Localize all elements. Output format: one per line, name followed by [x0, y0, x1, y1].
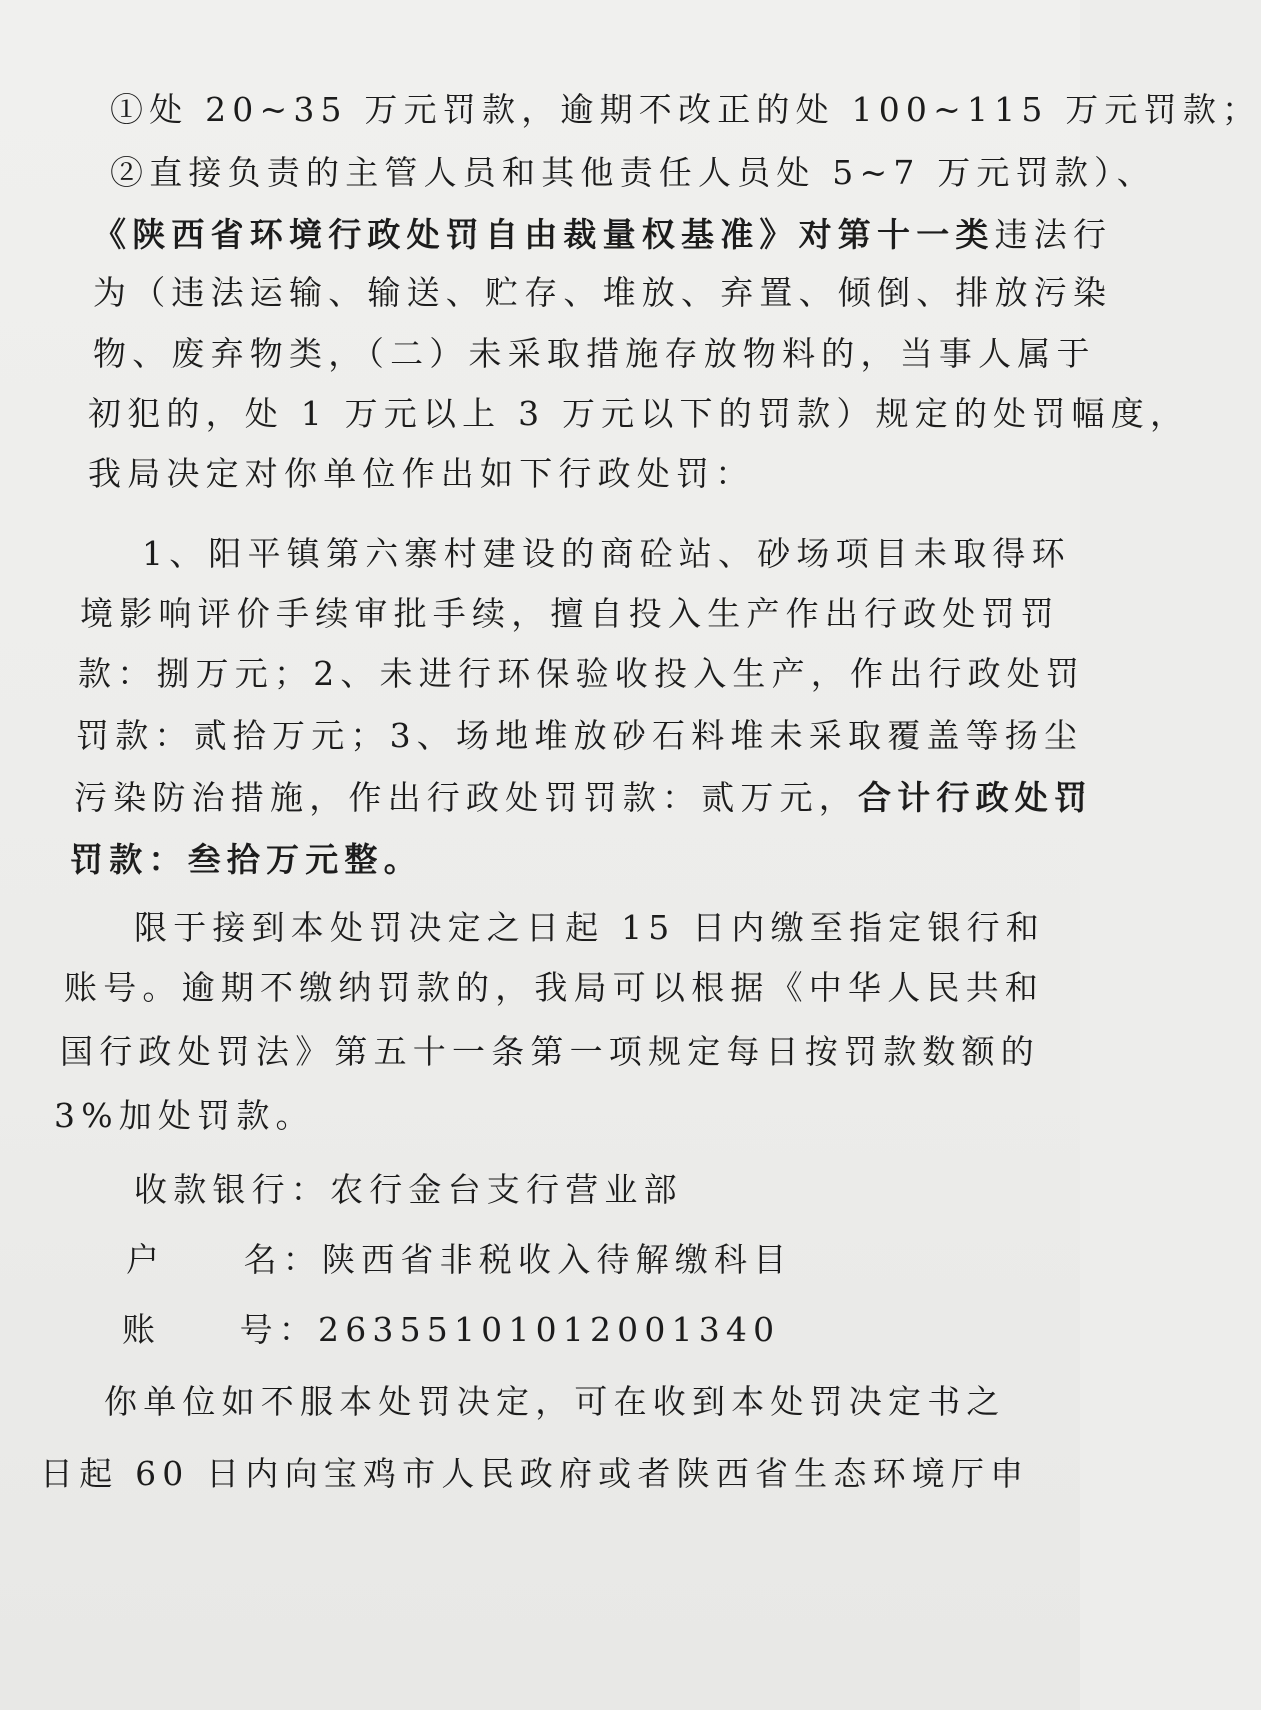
text-line: 3%加处罚款。	[54, 1096, 315, 1135]
text-line: 日起 60 日内向宝鸡市人民政府或者陕西省生态环境厅申	[40, 1454, 1030, 1493]
bold-total-penalty: 合计行政处罚	[858, 778, 1094, 817]
text-line: 国行政处罚法》第五十一条第一项规定每日按罚款数额的	[60, 1032, 1040, 1071]
text-line: 罚款：贰拾万元；3、场地堆放砂石料堆未采取覆盖等扬尘	[76, 716, 1084, 755]
text-line: 为（违法运输、输送、贮存、堆放、弃置、倾倒、排放污染	[93, 273, 1113, 312]
text-segment: 违法行	[994, 215, 1113, 254]
text-line	[93, 213, 1173, 257]
text-line: 账号。逾期不缴纳罚款的，我局可以根据《中华人民共和	[64, 968, 1044, 1007]
text-line	[74, 776, 1154, 820]
text-line: ②直接负责的主管人员和其他责任人员处 5~7 万元罚款）、	[110, 153, 1156, 192]
text-line: 1、阳平镇第六寨村建设的商砼站、砂场项目未取得环	[142, 534, 1071, 573]
text-segment: 污染防治措施，作出行政处罚罚款：贰万元，	[74, 778, 858, 817]
bold-regulation-reference: 《陕西省环境行政处罚自由裁量权基准》对第十一类	[93, 215, 995, 254]
text-line: 我局决定对你单位作出如下行政处罚：	[88, 454, 755, 493]
text-line: 境影响评价手续审批手续，擅自投入生产作出行政处罚罚	[80, 594, 1060, 633]
text-line: 限于接到本处罚决定之日起 15 日内缴至指定银行和	[134, 908, 1045, 947]
text-line: 初犯的，处 1 万元以上 3 万元以下的罚款）规定的处罚幅度，	[88, 394, 1190, 433]
account-holder-line: 户 名：陕西省非税收入待解缴科目	[126, 1240, 793, 1279]
text-line: 物、废弃物类，（二）未采取措施存放物料的，当事人属于	[93, 334, 1096, 373]
bold-total-penalty-line: 罚款：叁拾万元整。	[70, 840, 423, 879]
text-line: 款：捌万元；2、未进行环保验收投入生产，作出行政处罚	[78, 654, 1086, 693]
text-line: ①处 20~35 万元罚款，逾期不改正的处 100~115 万元罚款；	[110, 90, 1261, 129]
text-line: 你单位如不服本处罚决定，可在收到本处罚决定书之	[104, 1382, 1006, 1421]
bank-name-line: 收款银行：农行金台支行营业部	[134, 1170, 683, 1209]
account-number-line: 账 号：26355101012001340	[122, 1310, 781, 1349]
